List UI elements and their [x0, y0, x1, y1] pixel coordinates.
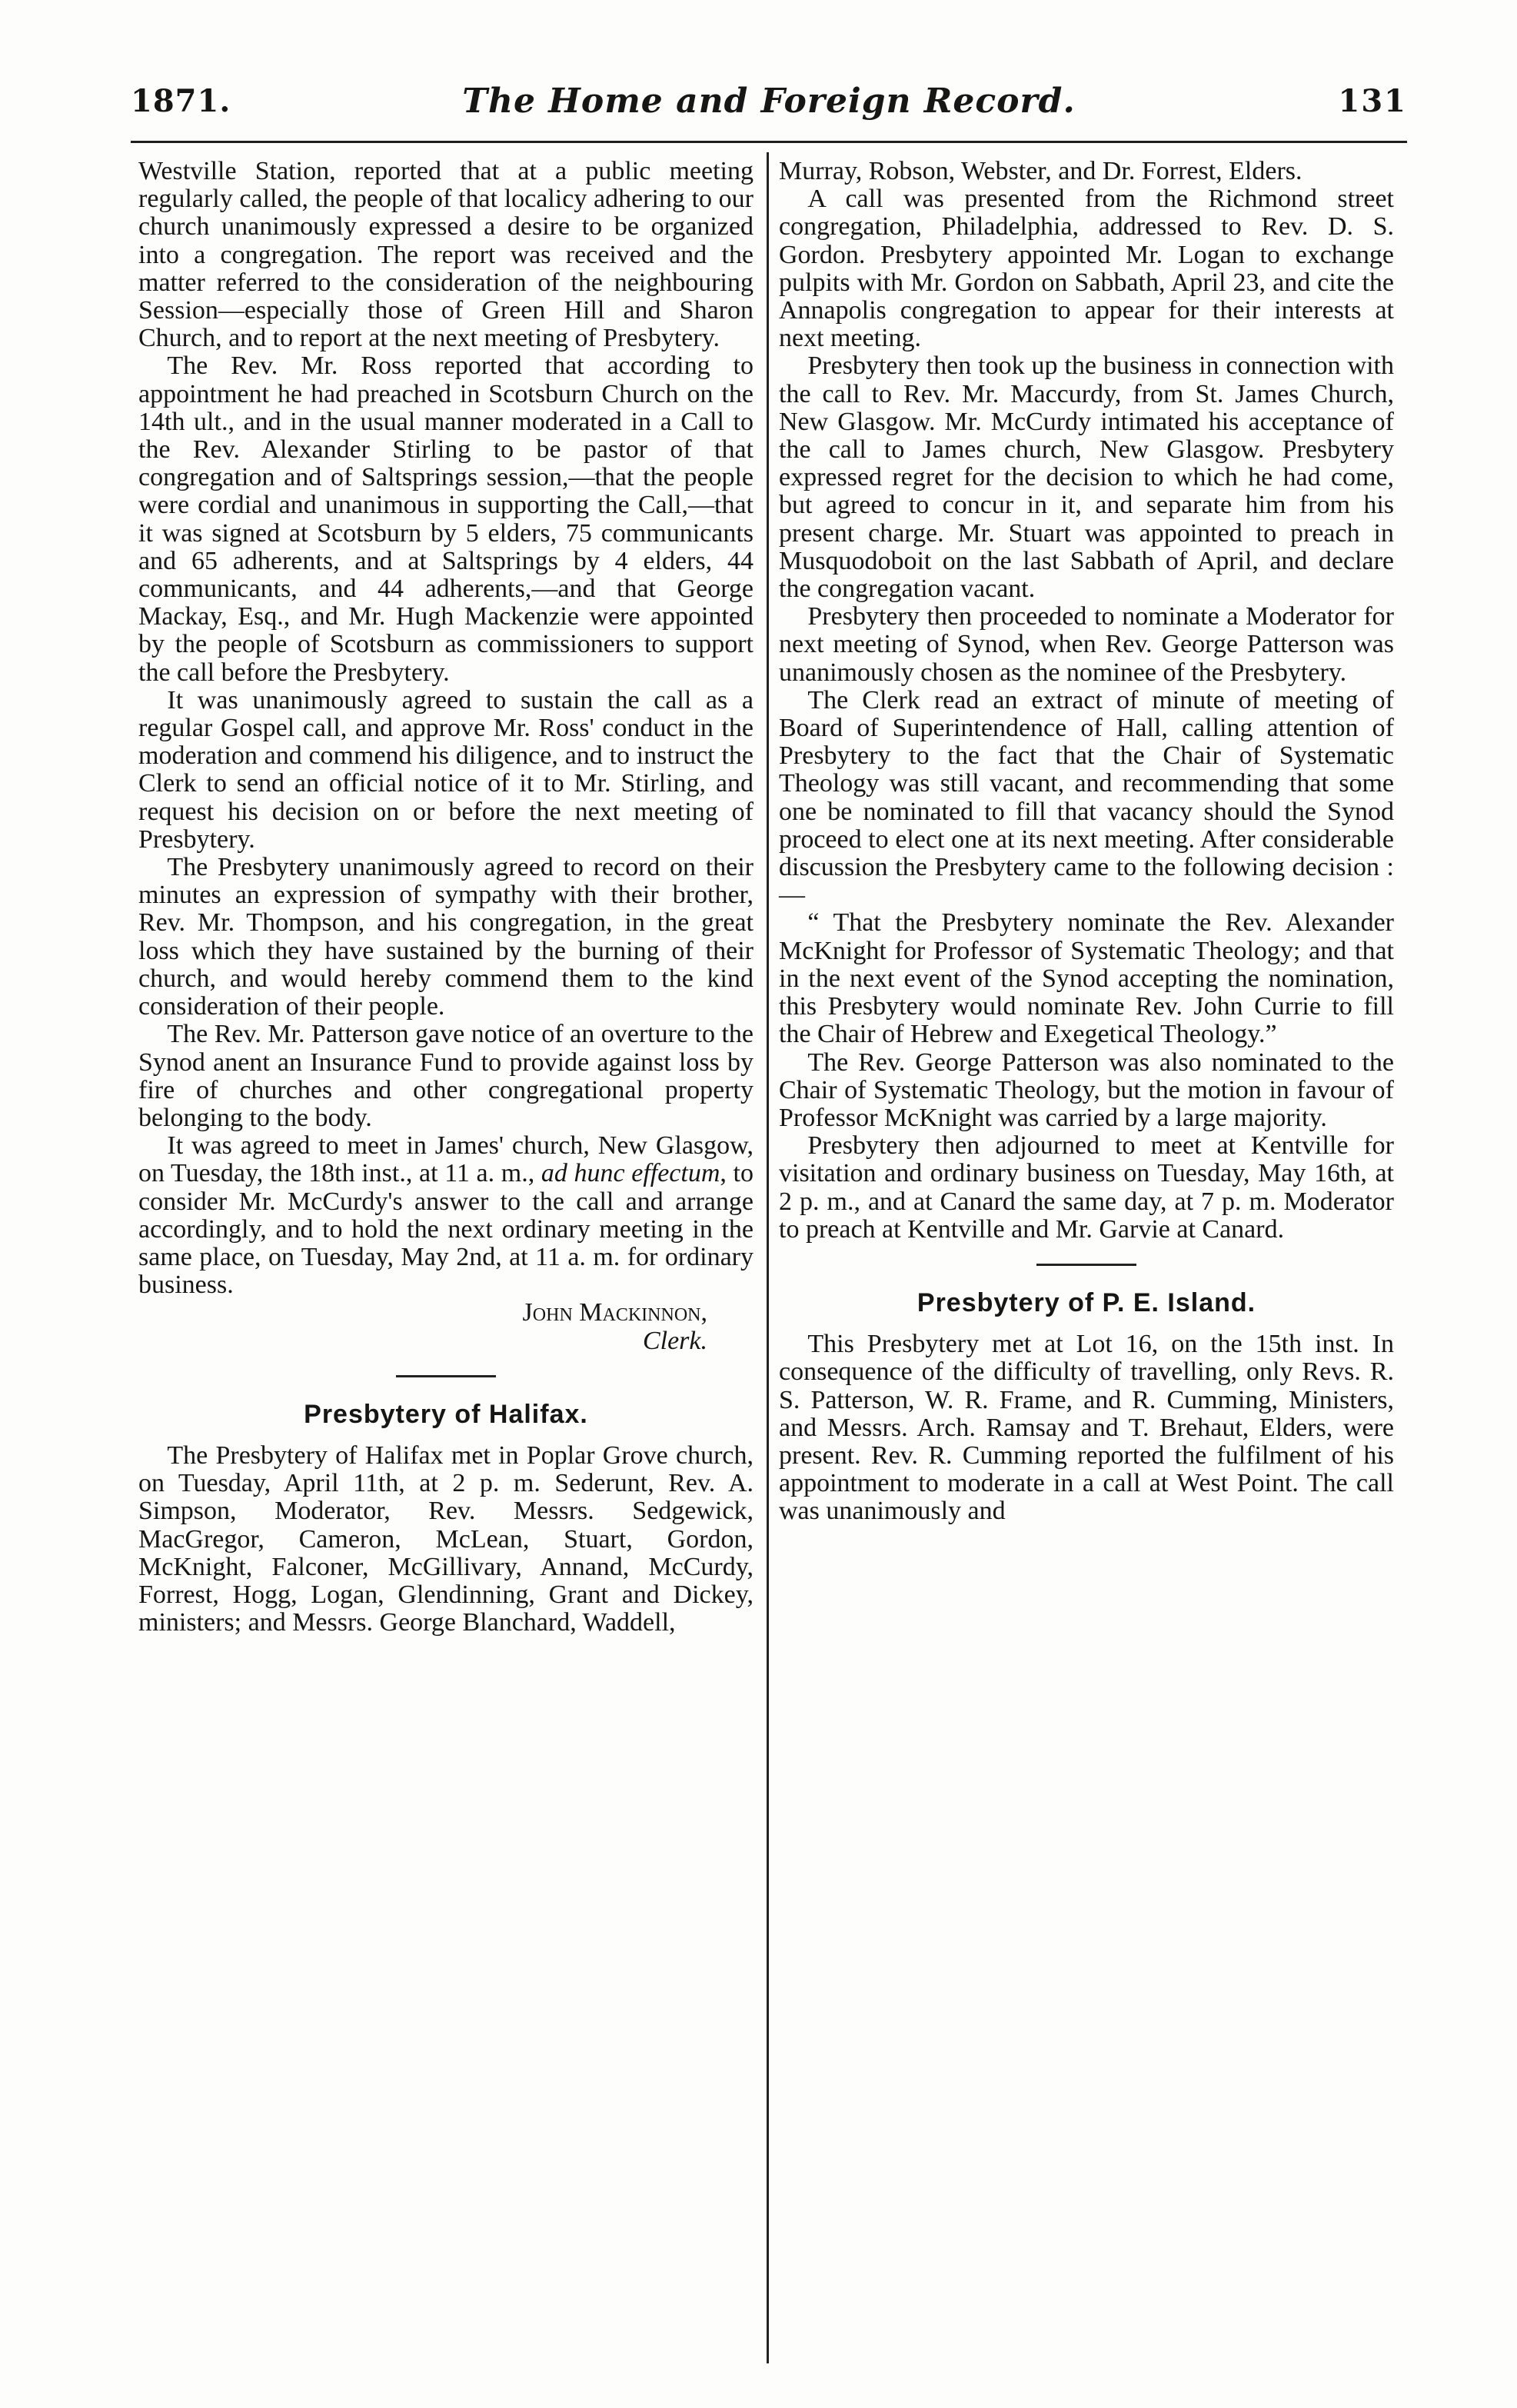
- section-divider: [396, 1375, 496, 1377]
- paragraph: The Presbytery of Halifax met in Poplar Grove church, on Tuesday, April 11th, at 2 p. m. Sederunt, Rev. A. Simpson, Moderator, Rev. Messrs. Sedgewick, MacGregor, Cameron, McLean, Stuart, Gordon, McKnight, Falconer, McGillivary, Annand, McCurdy, Forrest, Hogg, Logan, Glendinning, Grant and Dickey, ministers; and Messrs. George Blanchard, Waddell,: [138, 1440, 754, 1637]
- paragraph: Westville Station, reported that at a public meeting regularly called, the people of that localicy adhering to our church unanimously expressed a desire to be organized into a congregation. The report was received and the matter referred to the consideration of the neighbouring Session—especially those of Green Hill and Sharon Church, and to report at the next meeting of Presbytery.: [138, 157, 754, 353]
- signature-role: Clerk.: [642, 1326, 707, 1355]
- paragraph: The Rev. Mr. Patterson gave notice of an overture to the Synod anent an Insurance Fund to provide against loss by fire of churches and other congregational property belonging to the body.: [138, 1020, 754, 1132]
- section-title-pe-island: Presbytery of P. E. Island.: [917, 1287, 1256, 1317]
- paragraph: The Presbytery unanimously agreed to record on their minutes an expression of sympathy with their brother, Rev. Mr. Thompson, and his congregation, in the great loss which they have sustained by the burning of their church, and would hereby commend them to the kind consideration of their people.: [138, 853, 754, 1021]
- paragraph: The Rev. George Patterson was also nominated to the Chair of Systematic Theology, but the motion in favour of Professor McKnight was carried by a large majority.: [779, 1047, 1394, 1132]
- left-column: [138, 158, 754, 1637]
- section-title-halifax: Presbytery of Halifax.: [304, 1399, 588, 1429]
- page-header: [131, 83, 1407, 137]
- column-divider: [767, 152, 769, 2363]
- paragraph: Presbytery then proceeded to nominate a Moderator for next meeting of Synod, when Rev. George Patterson was unanimously chosen as the nominee of the Presbytery.: [779, 602, 1394, 687]
- paragraph: [138, 1132, 754, 1299]
- paragraph-text: , to consider Mr. McCurdy's answer to the call and arrange accordingly, and to hold the next ordinary meeting in the same place, on Tuesday, May 2nd, at 11 a. m. for ordinary business.: [138, 1159, 754, 1300]
- section-divider: [1036, 1264, 1136, 1266]
- paragraph: Presbytery then took up the business in connection with the call to Rev. Mr. Maccurdy, from St. James Church, New Glasgow. Mr. McCurdy intimated his acceptance of the call to James church, New Glasgow. Presbytery expressed regret for the decision to which he had come, but agreed to concur in it, and separate him from his present charge. Mr. Stuart was appointed to preach in Musquodoboit on the last Sabbath of April, and declare the congregation vacant.: [779, 351, 1394, 604]
- paragraph: The Rev. Mr. Ross reported that according to appointment he had preached in Scotsburn Church on the 14th ult., and in the usual manner moderated in a Call to the Rev. Alexander Stirling to be pastor of that congregation and of Saltsprings session,—that the people were cordial and unanimous in supporting the Call,—that it was signed at Scotsburn by 5 elders, 75 communicants and 65 adherents, and at Saltsprings by 4 elders, 44 communicants, and 44 adherents,—and that George Mackay, Esq., and Mr. Hugh Mackenzie were appointed by the people of Scotsburn as commissioners to support the call before the Presbytery.: [138, 351, 754, 687]
- paragraph: Murray, Robson, Webster, and Dr. Forrest, Elders.: [779, 157, 1302, 185]
- header-year: 1871.: [131, 83, 231, 119]
- right-column: [779, 158, 1394, 1526]
- paragraph: Presbytery then adjourned to meet at Kentville for visitation and ordinary business on Tuesday, May 16th, at 2 p. m., and at Canard the same day, at 7 p. m. Moderator to preach at Kentville and Mr. Garvie at Canard.: [779, 1131, 1394, 1244]
- page-number: 131: [1338, 83, 1407, 119]
- paragraph: The Clerk read an extract of minute of meeting of Board of Superintendence of Hall, calling attention of Presbytery to the fact that the Chair of Systematic Theology was still vacant, and recommending that some one be nominated to fill that vacancy should the Synod proceed to elect one at its next meeting. After considerable discussion the Presbytery came to the following decision :—: [779, 685, 1394, 910]
- paragraph-text: It was agreed to meet in James' church, New Glasgow, on Tuesday, the 18th inst., at 11 a. m.,: [138, 1131, 754, 1188]
- clerk-signature: John Mackinnon,: [522, 1298, 707, 1327]
- publication-title: The Home and Foreign Record.: [462, 82, 1076, 121]
- latin-phrase: ad hunc effectum: [541, 1159, 720, 1188]
- paragraph: A call was presented from the Richmond street congregation, Philadelphia, addressed to Rev. D. S. Gordon. Presbytery appointed Mr. Logan to exchange pulpits with Mr. Gordon on Sabbath, April 23, and cite the Annapolis congregation to appear for their interests at next meeting.: [779, 185, 1394, 353]
- header-rule: [131, 141, 1407, 143]
- paragraph: It was unanimously agreed to sustain the call as a regular Gospel call, and approve Mr. Ross' conduct in the moderation and commend his diligence, and to instruct the Clerk to send an official notice of it to Mr. Stirling, and request his decision on or before the next meeting of Presbytery.: [138, 685, 754, 854]
- paragraph: This Presbytery met at Lot 16, on the 15th inst. In consequence of the difficulty of travelling, only Revs. R. S. Patterson, W. R. Frame, and R. Cumming, Ministers, and Messrs. Arch. Ramsay and T. Brehaut, Elders, were present. Rev. R. Cumming reported the fulfilment of his appointment to moderate in a call at West Point. The call was unanimously and: [779, 1330, 1394, 1526]
- quoted-resolution: “ That the Presbytery nominate the Rev. Alexander McKnight for Professor of Systematic Theology; and that in the next event of the Synod accepting the nomination, this Presbytery would nominate Rev. John Currie to fill the Chair of Hebrew and Exegetical Theology.”: [779, 908, 1394, 1049]
